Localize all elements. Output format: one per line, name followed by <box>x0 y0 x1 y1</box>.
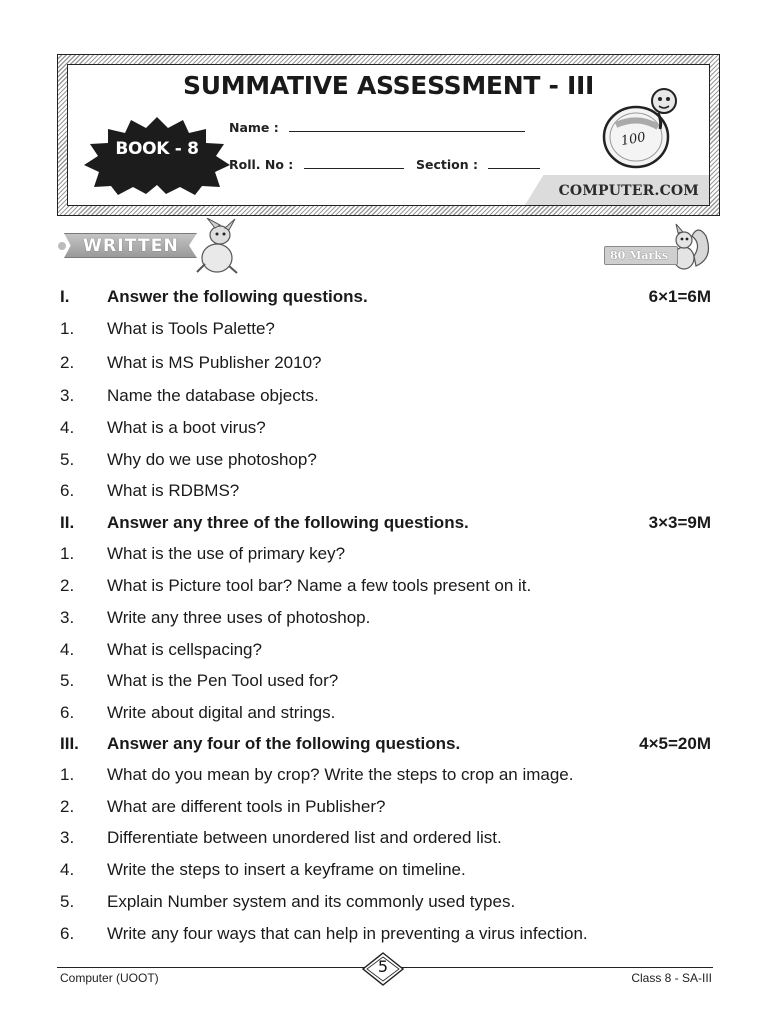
question-text: Write about digital and strings. <box>107 703 336 722</box>
question-number: 6. <box>60 481 75 500</box>
question-item <box>0 608 770 632</box>
total-marks: 80 Marks <box>610 249 669 262</box>
question-item <box>0 386 770 410</box>
brand-name: COMPUTER.COM <box>558 183 699 199</box>
question-item <box>0 765 770 789</box>
question-text: Write any four ways that can help in preventing a virus infection. <box>107 924 588 943</box>
question-number: 1. <box>60 544 75 563</box>
question-item <box>0 418 770 442</box>
question-number: 5. <box>60 892 75 911</box>
section-number: III. <box>60 734 79 753</box>
question-text: Write any three uses of photoshop. <box>107 608 371 627</box>
question-item <box>0 481 770 505</box>
question-item <box>0 640 770 664</box>
question-text: What is cellspacing? <box>107 640 262 659</box>
roll-label: Roll. No : <box>229 157 294 172</box>
question-number: 6. <box>60 924 75 943</box>
page-title: SUMMATIVE ASSESSMENT - III <box>183 71 594 100</box>
footer-subject: Computer (UOOT) <box>60 971 159 985</box>
question-item <box>0 924 770 948</box>
question-number: 5. <box>60 450 75 469</box>
question-text: What is Tools Palette? <box>107 319 275 338</box>
question-text: Explain Number system and its commonly used types. <box>107 892 516 911</box>
book-label: BOOK - 8 <box>115 139 199 159</box>
written-label: WRITTEN <box>83 236 179 256</box>
section-heading <box>0 287 770 311</box>
roll-row <box>229 157 540 172</box>
question-item <box>0 703 770 727</box>
question-text: What is RDBMS? <box>107 481 240 500</box>
question-number: 5. <box>60 671 75 690</box>
question-number: 2. <box>60 576 75 595</box>
section-marks: 6×1=6M <box>648 287 711 306</box>
section-marks: 4×5=20M <box>639 734 711 753</box>
question-text: What is Picture tool bar? Name a few tools present on it. <box>107 576 532 595</box>
question-number: 4. <box>60 860 75 879</box>
section-number: I. <box>60 287 70 306</box>
page-number: 5 <box>377 957 389 976</box>
book-badge <box>82 115 232 195</box>
question-item <box>0 353 770 377</box>
mascot-score: 100 <box>619 130 647 150</box>
question-text: What is the Pen Tool used for? <box>107 671 339 690</box>
question-item <box>0 576 770 600</box>
magnifier-mascot-icon <box>600 85 686 169</box>
section-instruction: Answer any three of the following questions. <box>107 513 469 532</box>
question-text: What is MS Publisher 2010? <box>107 353 322 372</box>
header-inner <box>67 64 710 206</box>
question-number: 1. <box>60 319 75 338</box>
footer-class: Class 8 - SA-III <box>631 971 712 985</box>
section-number: II. <box>60 513 75 532</box>
question-number: 3. <box>60 828 75 847</box>
section-marks: 3×3=9M <box>648 513 711 532</box>
question-text: What do you mean by crop? Write the steps to crop an image. <box>107 765 574 784</box>
name-field[interactable] <box>289 121 525 132</box>
section-heading <box>0 734 770 758</box>
question-item <box>0 892 770 916</box>
question-text: Name the database objects. <box>107 386 319 405</box>
question-number: 2. <box>60 797 75 816</box>
section-label: Section : <box>416 157 479 172</box>
section-instruction: Answer the following questions. <box>107 287 368 306</box>
question-text: Write the steps to insert a keyframe on timeline. <box>107 860 466 879</box>
section-heading <box>0 513 770 537</box>
question-number: 4. <box>60 418 75 437</box>
section-instruction: Answer any four of the following questions. <box>107 734 461 753</box>
question-number: 3. <box>60 608 75 627</box>
roll-number-field[interactable] <box>304 158 404 169</box>
marks-banner <box>598 218 714 276</box>
question-number: 4. <box>60 640 75 659</box>
question-number: 3. <box>60 386 75 405</box>
question-item <box>0 797 770 821</box>
written-banner <box>57 218 242 276</box>
question-item <box>0 319 770 343</box>
name-row <box>229 120 525 135</box>
question-item <box>0 544 770 568</box>
name-label: Name : <box>229 120 279 135</box>
question-number: 2. <box>60 353 75 372</box>
question-item <box>0 450 770 474</box>
question-item <box>0 671 770 695</box>
question-item <box>0 828 770 852</box>
question-text: Why do we use photoshop? <box>107 450 317 469</box>
question-item <box>0 860 770 884</box>
question-text: Differentiate between unordered list and ordered list. <box>107 828 502 847</box>
question-number: 1. <box>60 765 75 784</box>
question-text: What is a boot virus? <box>107 418 266 437</box>
question-text: What is the use of primary key? <box>107 544 346 563</box>
question-number: 6. <box>60 703 75 722</box>
question-text: What are different tools in Publisher? <box>107 797 386 816</box>
header-box <box>57 54 720 216</box>
section-field[interactable] <box>488 158 540 169</box>
